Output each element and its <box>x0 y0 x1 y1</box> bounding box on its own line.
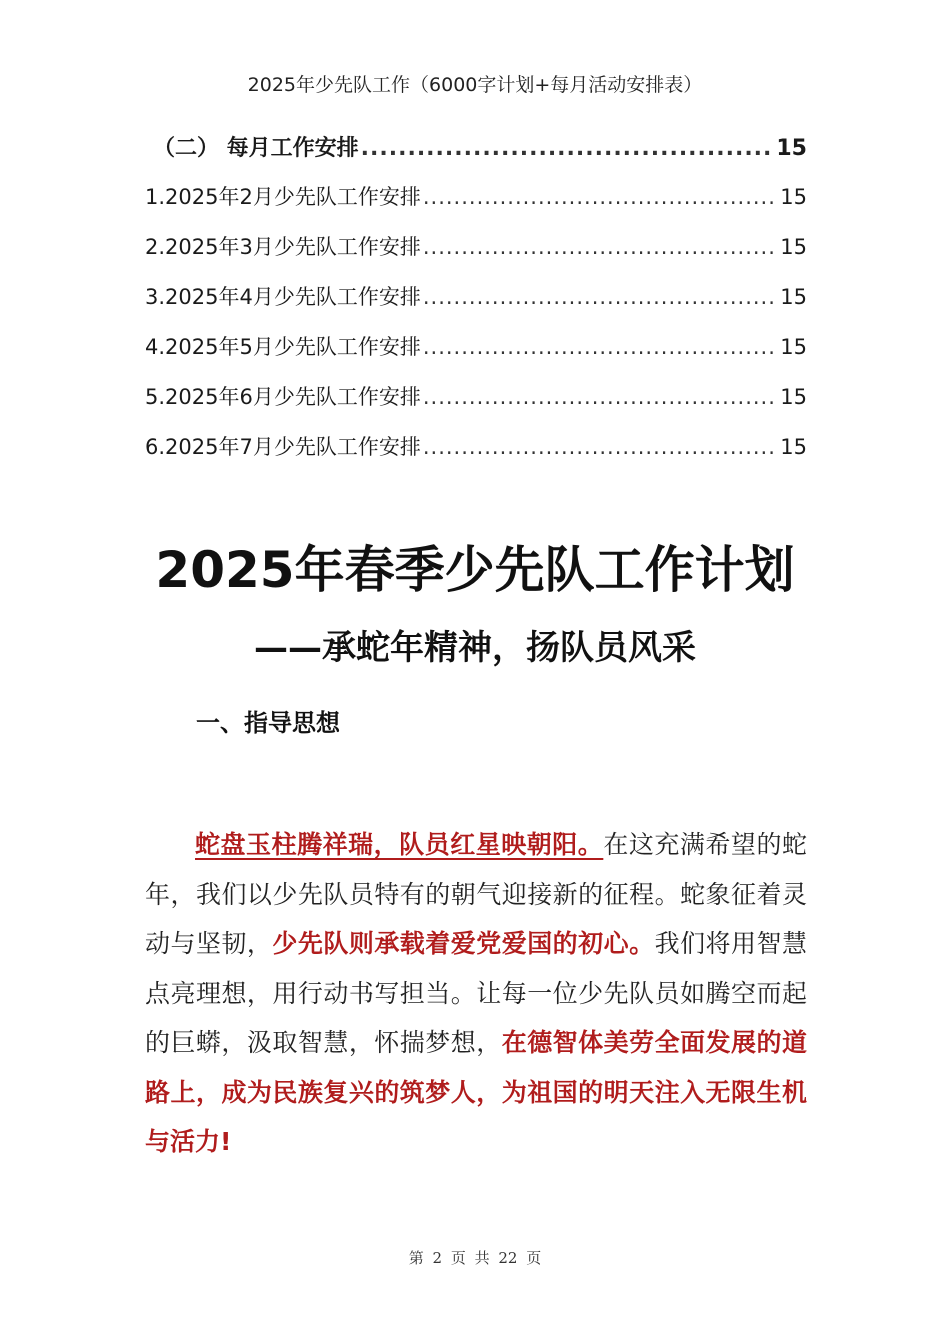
toc-entry[interactable] <box>145 381 807 431</box>
toc-entry-page: 15 <box>780 385 807 409</box>
table-of-contents <box>145 131 807 481</box>
paragraph-text: 在这充满希望的蛇年，我们以少先队员特有的朝气迎接新的征程。蛇象征着灵动与坚韧， <box>145 830 807 958</box>
toc-leader-dots <box>423 285 778 309</box>
toc-leader-dots <box>423 335 778 359</box>
toc-entry-page: 15 <box>780 435 807 459</box>
highlight-underlined-text: 蛇盘玉柱腾祥瑞，队员红星映朝阳。 <box>195 830 604 859</box>
toc-leader-dots <box>423 235 778 259</box>
toc-entry[interactable] <box>145 431 807 481</box>
toc-entry-page: 15 <box>776 136 807 161</box>
toc-entry-label: 4.2025年5月少先队工作安排 <box>145 335 421 359</box>
document-title: 2025年春季少先队工作计划 <box>155 541 795 599</box>
toc-leader-dots <box>423 185 778 209</box>
page-footer: 第 2 页 共 22 页 <box>408 1249 542 1267</box>
toc-entry[interactable] <box>145 331 807 381</box>
section-heading: 一、指导思想 <box>196 709 340 737</box>
toc-entry-label: （二） 每月工作安排 <box>153 136 359 161</box>
toc-entry-label: 6.2025年7月少先队工作安排 <box>145 435 421 459</box>
toc-entry-label: 1.2025年2月少先队工作安排 <box>145 185 421 209</box>
highlight-text: 在德智体美劳全面发展的道路上，成为民族复兴的筑梦人，为祖国的明天注入无限生机与活力! <box>145 1028 807 1156</box>
toc-entry-page: 15 <box>780 335 807 359</box>
toc-entry-page: 15 <box>780 185 807 209</box>
toc-entry-label: 5.2025年6月少先队工作安排 <box>145 385 421 409</box>
highlight-text: 少先队则承载着爱党爱国的初心。 <box>272 929 655 958</box>
toc-entry-page: 15 <box>780 235 807 259</box>
toc-entry-label: 3.2025年4月少先队工作安排 <box>145 285 421 309</box>
toc-entry-label: 2.2025年3月少先队工作安排 <box>145 235 421 259</box>
toc-leader-dots <box>423 385 778 409</box>
document-subtitle: ——承蛇年精神，扬队员风采 <box>254 628 696 668</box>
toc-entry[interactable] <box>145 231 807 281</box>
toc-leader-dots <box>423 435 778 459</box>
toc-leader-dots <box>361 136 775 161</box>
page-header: 2025年少先队工作（6000字计划+每月活动安排表） <box>247 74 703 96</box>
paragraph-text: 我们将用智慧点亮理想，用行动书写担当。让每一位少先队员如腾空而起的巨蟒，汲取智慧，怀揣梦想， <box>145 929 807 1057</box>
toc-entry-page: 15 <box>780 285 807 309</box>
body-paragraph <box>145 820 807 1167</box>
toc-entry[interactable] <box>145 181 807 231</box>
toc-entry[interactable] <box>145 281 807 331</box>
toc-section-entry[interactable] <box>145 131 807 181</box>
